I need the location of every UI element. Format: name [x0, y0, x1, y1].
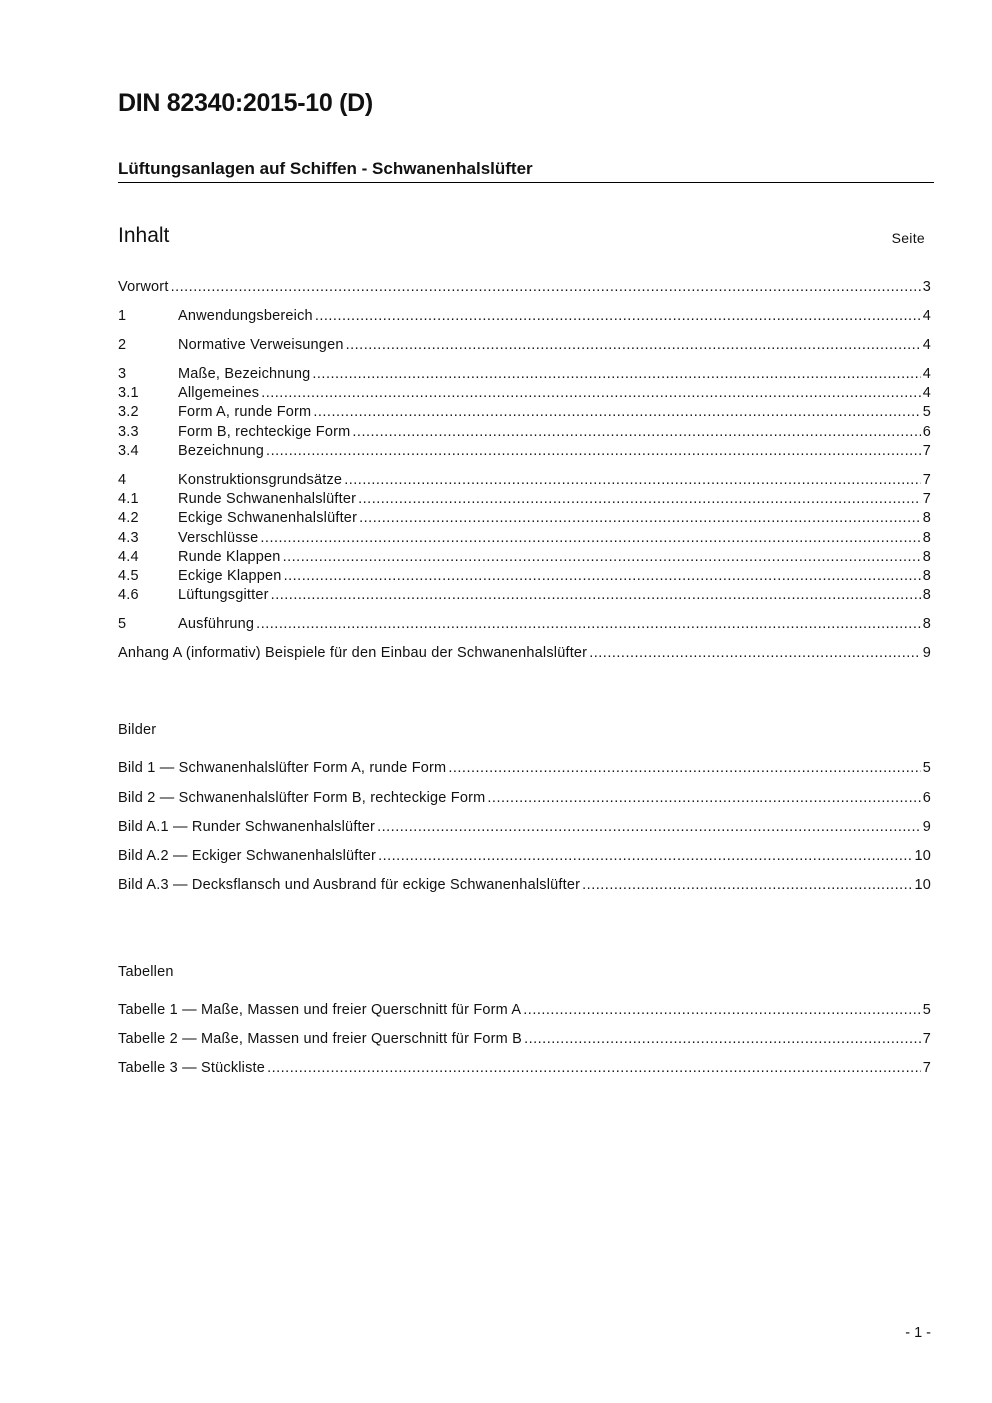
- toc-entry-page: 9: [922, 645, 931, 661]
- toc-entry-label: Runde Klappen: [178, 549, 281, 565]
- figure-entry-label: Bild A.2 — Eckiger Schwanenhalslüfter: [118, 848, 377, 864]
- toc-entry-label: Eckige Schwanenhalslüfter: [178, 510, 358, 526]
- leader-dots: [267, 1060, 921, 1076]
- toc-entry-number: 3.1: [118, 385, 139, 401]
- leader-dots: [523, 1002, 920, 1018]
- toc-entry-label: Anhang A (informativ) Beispiele für den Einbau der Schwanenhalslüfter: [118, 645, 588, 661]
- toc-entry-page: 3: [922, 279, 931, 295]
- toc-entry-page: 4: [922, 385, 931, 401]
- toc-entry-page: 7: [922, 472, 931, 488]
- document-id: DIN 82340:2015-10 (D): [118, 89, 373, 117]
- toc-entry-label: Allgemeines: [178, 385, 260, 401]
- table-entry[interactable]: [118, 1002, 931, 1021]
- toc-entry[interactable]: [118, 587, 931, 606]
- table-entry[interactable]: [118, 1031, 931, 1050]
- toc-entry-page: 8: [922, 549, 931, 565]
- leader-dots: [271, 587, 921, 603]
- toc-entry[interactable]: [118, 645, 931, 664]
- page-column-label: Seite: [891, 230, 925, 246]
- figure-entry-label: Bild 1 — Schwanenhalslüfter Form A, runde Form: [118, 760, 447, 776]
- toc-entry-number: 1: [118, 308, 127, 324]
- toc-entry-label: Maße, Bezeichnung: [178, 366, 311, 382]
- title-rule: [118, 182, 934, 183]
- document-title: Lüftungsanlagen auf Schiffen - Schwanenhalslüfter: [118, 159, 533, 178]
- leader-dots: [524, 1031, 921, 1047]
- leader-dots: [344, 472, 921, 488]
- leader-dots: [589, 645, 921, 661]
- leader-dots: [358, 491, 921, 507]
- toc-entry[interactable]: [118, 472, 931, 491]
- table-entry-label: Tabelle 3 — Stückliste: [118, 1060, 266, 1076]
- leader-dots: [582, 877, 912, 893]
- table-entry-label: Tabelle 1 — Maße, Massen und freier Querschnitt für Form A: [118, 1002, 522, 1018]
- figure-entry-page: 10: [914, 877, 931, 893]
- leader-dots: [346, 337, 921, 353]
- toc-entry-number: 3.2: [118, 404, 139, 420]
- figure-entry-page: 5: [922, 760, 931, 776]
- toc-entry-number: 4: [118, 472, 127, 488]
- toc-entry-number: 4.6: [118, 587, 139, 603]
- leader-dots: [283, 549, 921, 565]
- toc-entry-label: Form A, runde Form: [178, 404, 312, 420]
- figure-entry-page: 6: [922, 790, 931, 806]
- figure-entry-label: Bild 2 — Schwanenhalslüfter Form B, rechteckige Form: [118, 790, 486, 806]
- toc-entry-page: 4: [922, 337, 931, 353]
- toc-entry-page: 7: [922, 443, 931, 459]
- toc-entry-number: 4.5: [118, 568, 139, 584]
- toc-entry[interactable]: [118, 308, 931, 327]
- toc-entry-label: Eckige Klappen: [178, 568, 282, 584]
- toc-entry[interactable]: [118, 530, 931, 549]
- table-entry-page: 5: [922, 1002, 931, 1018]
- leader-dots: [315, 308, 921, 324]
- toc-entry[interactable]: [118, 424, 931, 443]
- toc-entry[interactable]: [118, 568, 931, 587]
- toc-entry-number: 3.4: [118, 443, 139, 459]
- leader-dots: [448, 760, 920, 776]
- figure-entry-label: Bild A.1 — Runder Schwanenhalslüfter: [118, 819, 376, 835]
- toc-entry-page: 8: [922, 530, 931, 546]
- leader-dots: [487, 790, 920, 806]
- toc-entry-page: 8: [922, 587, 931, 603]
- figure-entry[interactable]: [118, 790, 931, 809]
- toc-entry-label: Vorwort: [118, 279, 169, 295]
- table-entry-page: 7: [922, 1031, 931, 1047]
- toc-entry-number: 3: [118, 366, 127, 382]
- toc-entry-page: 4: [922, 366, 931, 382]
- toc-entry-label: Bezeichnung: [178, 443, 265, 459]
- toc-entry-number: 3.3: [118, 424, 139, 440]
- figures-heading: Bilder: [118, 722, 157, 738]
- leader-dots: [171, 279, 921, 295]
- figure-entry[interactable]: [118, 819, 931, 838]
- toc-heading: Inhalt: [118, 224, 170, 247]
- figure-entry-page: 10: [914, 848, 931, 864]
- tables-heading: Tabellen: [118, 964, 174, 980]
- leader-dots: [284, 568, 921, 584]
- figure-entry-label: Bild A.3 — Decksflansch und Ausbrand für eckige Schwanenhalslüfter: [118, 877, 581, 893]
- toc-entry[interactable]: [118, 510, 931, 529]
- toc-entry-number: 5: [118, 616, 127, 632]
- toc-entry-number: 4.4: [118, 549, 139, 565]
- toc-entry-label: Ausführung: [178, 616, 255, 632]
- toc-entry[interactable]: [118, 549, 931, 568]
- toc-entry[interactable]: [118, 385, 931, 404]
- toc-entry[interactable]: [118, 337, 931, 356]
- toc-entry[interactable]: [118, 279, 931, 298]
- footer-page-number: - 1 -: [905, 1325, 931, 1341]
- leader-dots: [378, 848, 912, 864]
- figure-entry[interactable]: [118, 877, 931, 896]
- toc-entry-number: 2: [118, 337, 127, 353]
- table-entry-label: Tabelle 2 — Maße, Massen und freier Querschnitt für Form B: [118, 1031, 523, 1047]
- figure-entry[interactable]: [118, 760, 931, 779]
- toc-entry[interactable]: [118, 491, 931, 510]
- toc-entry-page: 8: [922, 510, 931, 526]
- table-entry-page: 7: [922, 1060, 931, 1076]
- toc-entry-label: Lüftungsgitter: [178, 587, 269, 603]
- toc-entry[interactable]: [118, 366, 931, 385]
- leader-dots: [377, 819, 921, 835]
- toc-entry-label: Form B, rechteckige Form: [178, 424, 351, 440]
- toc-entry-page: 5: [922, 404, 931, 420]
- toc-entry[interactable]: [118, 404, 931, 423]
- leader-dots: [352, 424, 920, 440]
- table-entry[interactable]: [118, 1060, 931, 1079]
- toc-entry-page: 6: [922, 424, 931, 440]
- toc-entry-number: 4.1: [118, 491, 139, 507]
- toc-entry[interactable]: [118, 616, 931, 635]
- toc-entry-label: Normative Verweisungen: [178, 337, 344, 353]
- toc-entry-number: 4.3: [118, 530, 139, 546]
- leader-dots: [261, 385, 921, 401]
- toc-entry-label: Verschlüsse: [178, 530, 259, 546]
- leader-dots: [256, 616, 921, 632]
- toc-entry-page: 4: [922, 308, 931, 324]
- leader-dots: [359, 510, 921, 526]
- toc-entry-label: Konstruktionsgrundsätze: [178, 472, 343, 488]
- toc-entry-label: Runde Schwanenhalslüfter: [178, 491, 357, 507]
- leader-dots: [312, 366, 920, 382]
- toc-entry-label: Anwendungsbereich: [178, 308, 313, 324]
- toc-entry-number: 4.2: [118, 510, 139, 526]
- figure-entry[interactable]: [118, 848, 931, 867]
- leader-dots: [260, 530, 920, 546]
- figure-entry-page: 9: [922, 819, 931, 835]
- toc-entry-page: 8: [922, 568, 931, 584]
- leader-dots: [266, 443, 921, 459]
- toc-entry-page: 7: [922, 491, 931, 507]
- leader-dots: [313, 404, 920, 420]
- toc-entry-page: 8: [922, 616, 931, 632]
- toc-entry[interactable]: [118, 443, 931, 462]
